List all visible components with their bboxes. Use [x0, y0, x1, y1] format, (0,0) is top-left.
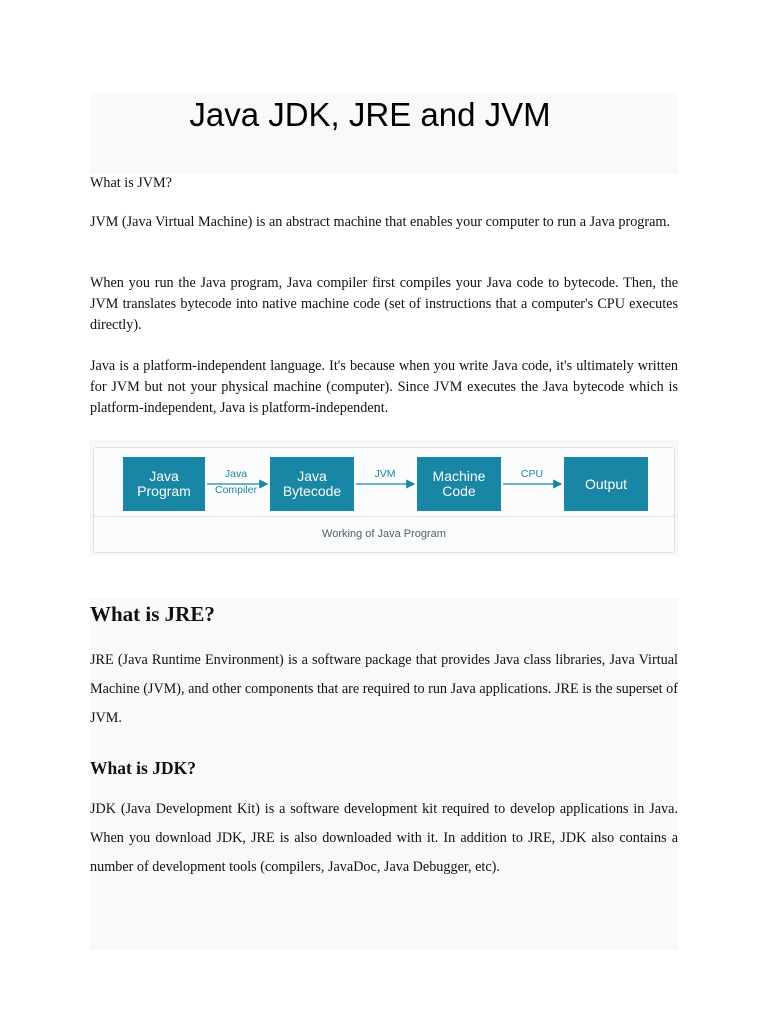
diagram-arrows — [94, 448, 674, 516]
jvm-paragraph-3: Java is a platform-independent language. It's because when you write Java code, it's ultimately written for JVM but not your physical machine (computer). Since JVM executes the Java bytecode which is platform-independent, Java is platform-independent. — [90, 358, 678, 416]
box-machine-code: Machine Code — [417, 457, 501, 511]
arrow-label-jvm: JVM — [374, 468, 396, 480]
arrow-label-cpu: CPU — [520, 468, 544, 480]
diagram-divider — [94, 516, 674, 517]
java-workflow-diagram — [90, 440, 678, 556]
jvm-question: What is JVM? — [90, 175, 172, 191]
jvm-paragraph-1: JVM (Java Virtual Machine) is an abstract machine that enables your computer to run a Java program. — [90, 214, 670, 230]
jre-heading: What is JRE? — [90, 602, 215, 626]
diagram-card — [93, 447, 675, 553]
jre-paragraph: JRE (Java Runtime Environment) is a software package that provides Java class libraries, Java Virtual Machine (JVM), and other components that are required to run Java applications. JRE is the superset of JVM. — [90, 652, 678, 726]
arrow-label-java-compiler: Java Compiler — [214, 468, 257, 496]
page-title: Java JDK, JRE and JVM — [189, 96, 551, 133]
jdk-paragraph: JDK (Java Development Kit) is a software development kit required to develop applications in Java. When you download JDK, JRE is also downloaded with it. In addition to JRE, JDK also contains a number of development tools (compilers, JavaDoc, Java Debugger, etc). — [90, 801, 678, 875]
diagram-caption: Working of Java Program — [322, 528, 446, 540]
box-output: Output — [564, 457, 648, 511]
jdk-heading: What is JDK? — [90, 758, 196, 778]
box-java-bytecode: Java Bytecode — [270, 457, 354, 511]
box-java-program: Java Program — [123, 457, 205, 511]
jvm-paragraph-2: When you run the Java program, Java compiler first compiles your Java code to bytecode. Then, the JVM translates bytecode into native machine code (set of instructions that a computer's CPU executes directly). — [90, 275, 678, 333]
